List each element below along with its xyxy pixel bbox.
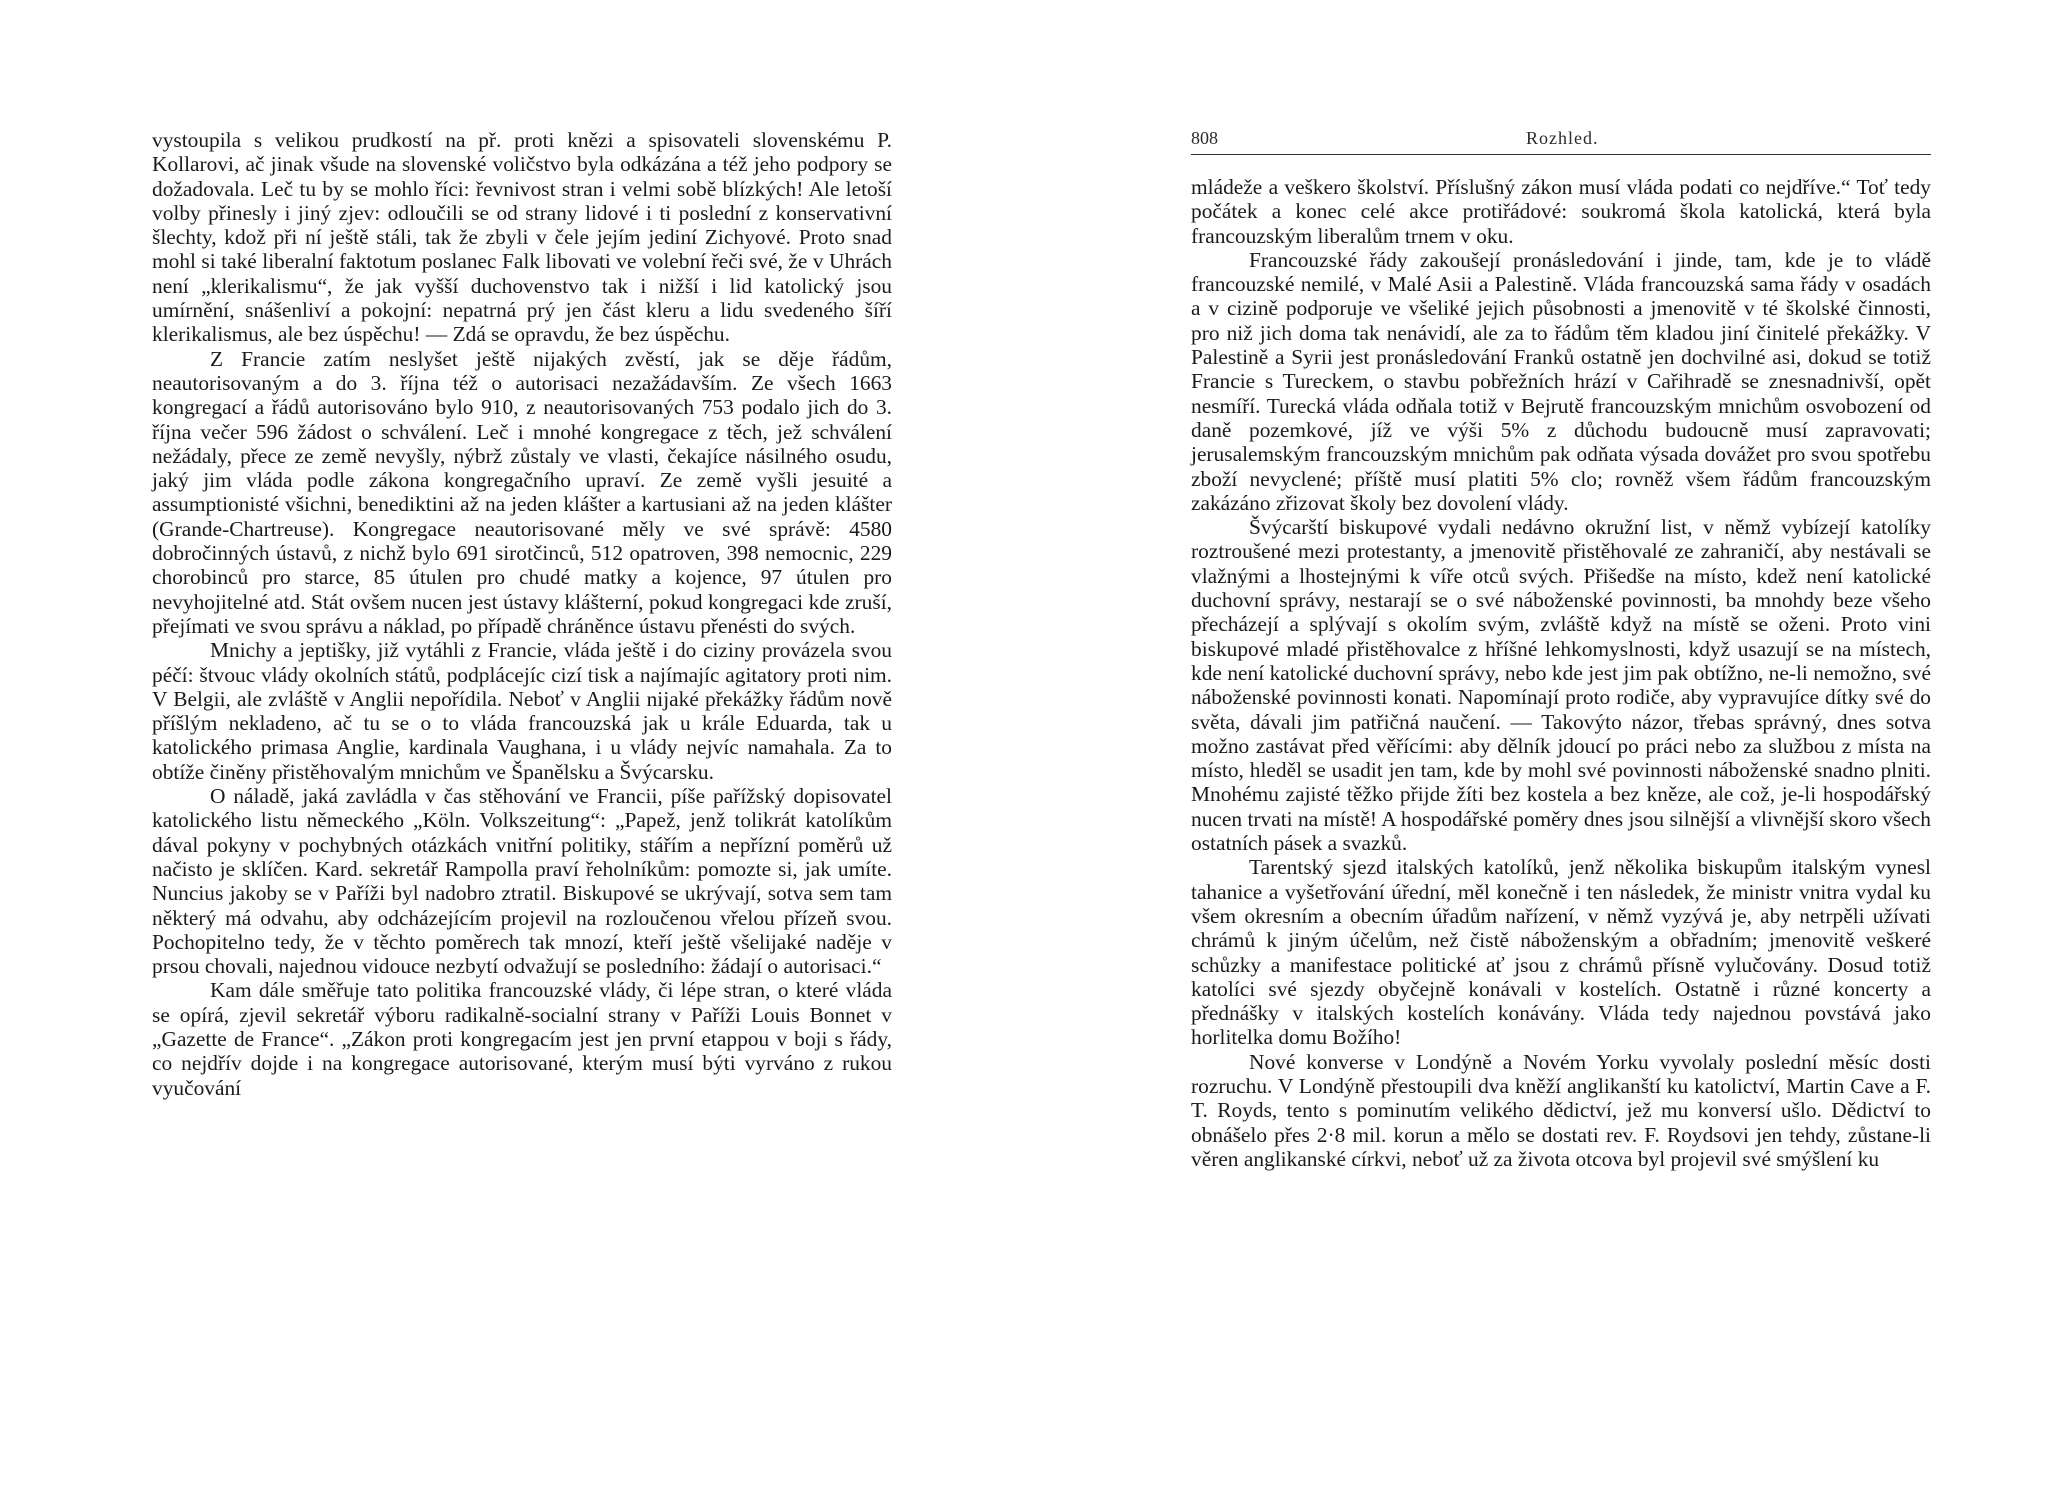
page-number: 808 — [1191, 128, 1218, 148]
running-title: Rozhled. — [1526, 128, 1599, 148]
paragraph: Francouzské řády zakoušejí pronásledování i jinde, tam, kde je to vládě francouzské nemilé, v Malé Asii a Palestině. Vláda francouzská sama řády v osadách a v cizině podporuje ve všeliké jejich působnosti a jmenovitě v té školské činnosti, pro niž jich doma tak nenávidí, ale za to řádům těm kladou jiní činitelé překážky. V Palestině a Syrii jest pronásledování Franků ostatně jen dochvilné asi, dokud se totiž Francie s Tureckem, o stavbu pobřežních hrází v Cařihradě se znesnadnivší, opět nesmíří. Turecká vláda odňala totiž v Bejrutě francouzským mnichům osvobození od daně pozemkové, jíž ve výši 5% z důchodu budoucně musí zapravovati; jerusalemským francouzským mnichům pak odňata výsada dovážet pro svou spotřebu zboží nevyclené; příště musí platiti 5% clo; rovněž všem řádům francouzským zakázáno zřizovat školy bez dovolení vlády. — [1191, 247, 1931, 515]
paragraph: Švýcarští biskupové vydali nedávno okružní list, v němž vybízejí katolíky roztroušené mezi protestanty, a jmenovitě přistěhovalé ze zahraničí, aby nestávali se vlažnými a lhostejnými k víře otců svých. Přišedše na místo, kdež není katolické duchovní správy, nestarají se o své náboženské povinnosti, ba mnohdy beze všeho přecházejí a splývají s okolím svým, zvláště když na místě se oženi. Proto vini biskupové mladé přistěhovalce z hříšné lehkomyslnosti, když usazují se na místech, kde není katolické duchovní správy, nebo kde jest jim pak obtížno, ne-li nemožno, své náboženské povinnosti konati. Napomínají proto rodiče, aby vypravujíce dítky své do světa, dávali jim patřičná naučení. — Takovýto názor, třebas správný, dnes sotva možno zastávat před věřícími: aby dělník jdoucí po práci nebo za službou z místa na místo, hleděl se usadit jen tam, kde by mohl své povinnosti náboženské snadno plniti. Mnohému zajisté těžko přijde žíti bez kostela a bez kněze, ale což, je-li hospodářský nucen trvati na místě! A hospodářské poměry dnes jsou silnější a vlivnější skoro všech ostatních pásek a svazků. — [1191, 515, 1931, 856]
header-rule — [1191, 154, 1931, 155]
paragraph: Z Francie zatím neslyšet ještě nijakých zvěstí, jak se děje řádům, neautorisovaným a do 3. října též o autorisaci nezažádavším. Ze všech 1663 kongregací a řádů autorisováno bylo 910, z neautorisovaných 753 podalo jich do 3. října večer 596 žádost o schválení. Leč i mnohé kongregace z těch, jež schválení nežádaly, přece ze země nevyšly, nýbrž zůstaly ve vlasti, čekajíce násilného osudu, jaký jim vláda podle zákona kongregačního upraví. Ze země vyšli jesuité a assumptionisté všichni, benediktini až na jeden klášter a kartusiani až na jeden klášter (Grande-Chartreuse). Kongregace neautorisované měly ve své správě: 4580 dobročinných ústavů, z nichž bylo 691 sirotčinců, 512 opatroven, 398 nemocnic, 229 chorobinců pro starce, 85 útulen pro chudé matky a kojence, 97 útulen pro nevyhojitelné atd. Stát ovšem nucen jest ústavy klášterní, pokud kongregaci kde zruší, přejímati ve svou správu a náklad, po případě chráněnce ústavu přenésti do svých. — [152, 346, 892, 638]
right-page-text-column — [1191, 175, 1931, 1171]
paragraph: Tarentský sjezd italských katolíků, jenž několika biskupům italským vynesl tahanice a vyšetřování úřední, měl konečně i ten následek, že ministr vnitra vydal ku všem okresním a obecním úřadům nařízení, v němž vyzývá je, aby netrpěli užívati chrámů k jiným účelům, než čistě náboženským a obřadním; jmenovitě veškeré schůzky a manifestace politické ať jsou z chrámů přísně vylučovány. Dosud totiž katolíci své sjezdy obyčejně konávali v kostelích. Ostatně i různé koncerty a přednášky v italských kostelích konávány. Vláda tedy najednou povstává jako horlitelka domu Božího! — [1191, 855, 1931, 1050]
right-page — [1025, 0, 2050, 1500]
running-header — [1191, 128, 1931, 154]
paragraph: Mnichy a jeptišky, již vytáhli z Francie, vláda ještě i do ciziny provázela svou péčí: štvouc vlády okolních států, podplácejíc cizí tisk a najímajíc agitatory proti nim. V Belgii, ale zvláště v Anglii nepořídila. Neboť v Anglii nijaké překážky řádům nově příšlým nekladeno, ač tu se o to vláda francouzská jak u krále Eduarda, tak u katolického primasa Anglie, kardinala Vaughana, i u vlády nejvíc namahala. Za to obtíže činěny přistěhovalým mnichům ve Španělsku a Švýcarsku. — [152, 638, 892, 784]
paragraph: O náladě, jaká zavládla v čas stěhování ve Francii, píše pařížský dopisovatel katolického listu německého „Köln. Volkszeitung“: „Papež, jenž tolikrát katolíkům dával pokyny v pochybných otázkách vnitřní politiky, stářím a nepřízní poměrů už načisto je sklíčen. Kard. sekretář Rampolla praví řeholníkům: pomozte si, jak umíte. Nuncius jakoby se v Paříži byl nadobro ztratil. Biskupové se ukrývají, sotva sem tam některý má odvahu, aby odcházejícím projevil na rozloučenou vřelou přízeň svou. Pochopitelno tedy, že v těchto poměrech tak mnozí, kteří ještě všelijaké naděje v prsou chovali, najednou vidouce nezbytí odvažují se posledního: žádají o autorisaci.“ — [152, 784, 892, 979]
paragraph: vystoupila s velikou prudkostí na př. proti knězi a spisovateli slovenskému P. Kollarovi, ač jinak všude na slovenské voličstvo byla odkázána a též jeho podpory se dožadovala. Leč tu by se mohlo říci: řevnivost stran i velmi sobě blízkých! Ale letoší volby přinesly i jiný zjev: odloučili se od strany lidové i ti poslední z konservativní šlechty, kdož při ní ještě stáli, tak že zbyli v čele jejím jediní Zichyové. Proto snad mohl si také liberalní faktotum poslanec Falk libovati ve volební řeči své, že v Uhrách není „klerikalismu“, že jak vyšší duchovenstvo tak i nižší i lid katolický jsou umírnění, snášenliví a pokojní: nepatrná prý jen část kleru a lidu svedeného šíří klerikalismus, ale bez úspěchu! — Zdá se opravdu, že bez úspěchu. — [152, 128, 892, 347]
paragraph: mládeže a veškero školství. Příslušný zákon musí vláda podati co nejdříve.“ Toť tedy počátek a konec celé akce protiřádové: soukromá škola katolická, která byla francouzským liberalům trnem v oku. — [1191, 175, 1931, 248]
paragraph: Kam dále směřuje tato politika francouzské vlády, či lépe stran, o které vláda se opírá, zjevil sekretář výboru radikalně-socialní strany v Paříži Louis Bonnet v „Gazette de France“. „Zákon proti kongregacím jest jen první etappou v boji s řády, co nejdřív dojde i na kongregace autorisované, kterým musí býti vyrváno z rukou vyučování — [152, 978, 892, 1100]
left-page-text-column — [152, 128, 892, 1100]
paragraph: Nové konverse v Londýně a Novém Yorku vyvolaly poslední měsíc dosti rozruchu. V Londýně přestoupili dva kněží anglikanští ku katolictví, Martin Cave a F. T. Royds, tento s pominutím velikého dědictví, jež mu konversí ušlo. Dědictví to obnášelo přes 2·8 mil. korun a mělo se dostati rev. F. Roydsovi jen tehdy, zůstane-li věren anglikanské církvi, neboť už za života otcova byl projevil své smýšlení ku — [1191, 1049, 1931, 1171]
